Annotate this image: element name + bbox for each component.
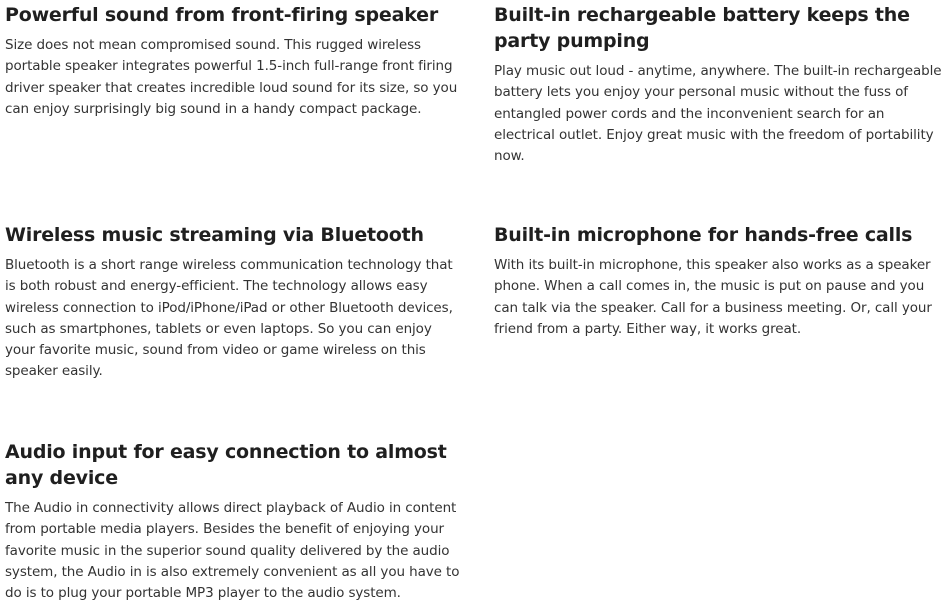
feature-audio-input	[5, 439, 465, 604]
feature-title: Wireless music streaming via Bluetooth	[5, 224, 424, 246]
feature-description: Bluetooth is a short range wireless communication technology that is both robust and energy-efficient. The technology allows easy wireless connection to iPod/iPhone/iPad or other Bluetooth devices, such as smartphones, tablets or even laptops. So you can enjoy your favorite music, sound from video or game wireless on this speaker easily.	[5, 257, 453, 380]
feature-bluetooth-streaming	[5, 222, 465, 383]
feature-description: With its built-in microphone, this speaker also works as a speaker phone. When a call comes in, the music is put on pause and you can talk via the speaker. Call for a business meeting. Or, call your friend from a party. Either way, it works great.	[494, 257, 932, 337]
feature-description: Size does not mean compromised sound. This rugged wireless portable speaker integrates powerful 1.5-inch full-range front firing driver speaker that creates incredible loud sound for its size, so you can enjoy surprisingly big sound in a handy compact package.	[5, 37, 458, 117]
feature-title: Audio input for easy connection to almost any device	[5, 441, 447, 489]
feature-description: Play music out loud - anytime, anywhere. The built-in rechargeable battery lets you enjoy your personal music without the fuss of entangled power cords and the inconvenient search for an electrical outlet. Enjoy great music with the freedom of portability now.	[494, 63, 942, 165]
feature-rechargeable-battery	[494, 2, 944, 167]
feature-front-firing-speaker	[5, 2, 465, 120]
feature-title: Powerful sound from front-firing speaker	[5, 4, 439, 26]
feature-built-in-microphone	[494, 222, 934, 340]
feature-title: Built-in microphone for hands-free calls	[494, 224, 913, 246]
feature-description: The Audio in connectivity allows direct playback of Audio in content from portable media players. Besides the benefit of enjoying your favorite music in the superior sound quality delivered by the audio system, the Audio in is also extremely convenient as all you have to do is to plug your portable MP3 player to the audio system.	[5, 500, 460, 602]
feature-title: Built-in rechargeable battery keeps the party pumping	[494, 4, 910, 52]
